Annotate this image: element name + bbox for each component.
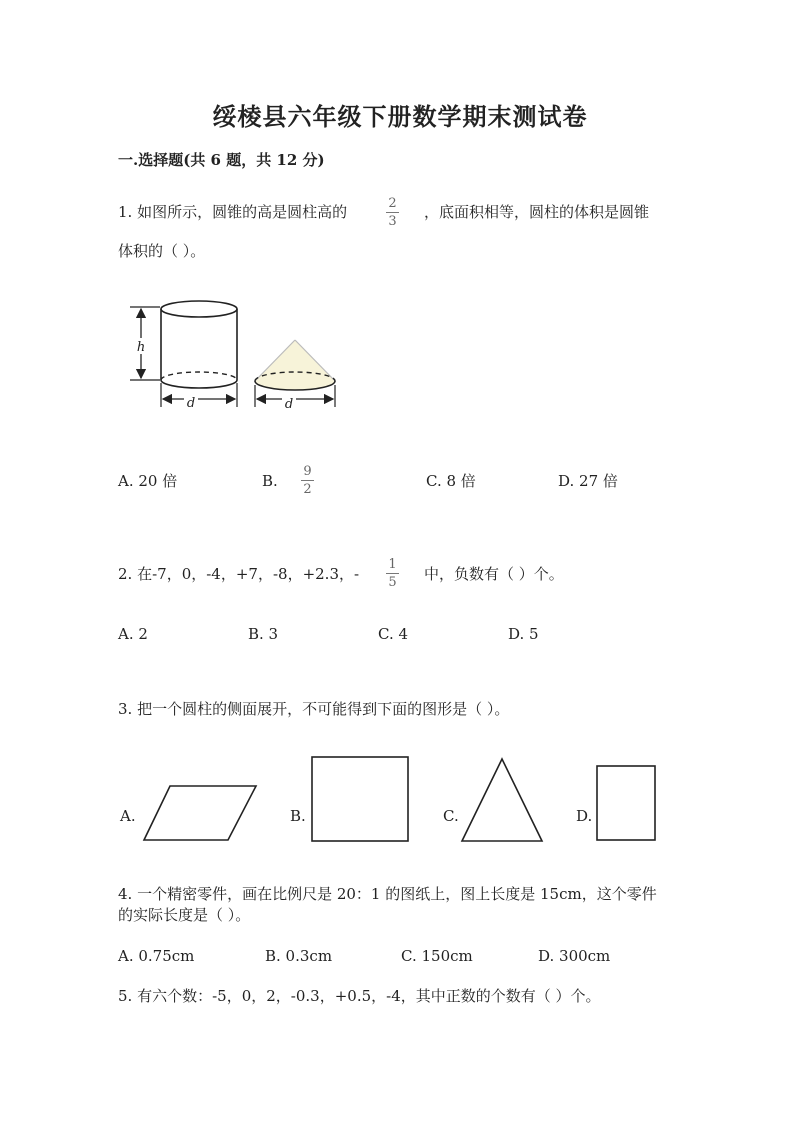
fraction-bar [386, 212, 399, 213]
q1-option-b-label[interactable]: B. [262, 472, 278, 490]
q4-option-c[interactable]: C. 150cm [401, 947, 473, 965]
question-1-text-c: 体积的（ ）。 [118, 242, 206, 260]
q2-option-c[interactable]: C. 4 [378, 625, 409, 643]
q2-option-d[interactable]: D. 5 [508, 625, 539, 643]
question-2-text-a: 2. 在-7，0，-4，+7，-8，+2.3，- [118, 565, 360, 583]
q2-option-a[interactable]: A. 2 [118, 625, 148, 643]
question-5-text: 5. 有六个数：-5，0，2，-0.3，+0.5，-4，其中正数的个数有（ ）个。 [118, 987, 601, 1005]
q1-option-a[interactable]: A. 20 倍 [118, 472, 178, 490]
q1-option-b-fraction [301, 464, 314, 497]
height-label: h [136, 340, 146, 355]
question-1-fraction [386, 196, 399, 229]
question-1-text-a: 1. 如图所示，圆锥的高是圆柱高的 [118, 203, 348, 221]
question-3-text: 3. 把一个圆柱的侧面展开，不可能得到下面的图形是（ ）。 [118, 700, 510, 718]
q4-option-b[interactable]: B. 0.3cm [265, 947, 333, 965]
height-arrow [130, 307, 160, 380]
fraction-denominator: 5 [388, 575, 397, 590]
rectangle-shape [311, 756, 411, 844]
question-2-text-b: 中，负数有（ ）个。 [424, 565, 564, 583]
question-1-text-b: ，底面积相等，圆柱的体积是圆锥 [424, 203, 650, 221]
fraction-numerator: 1 [388, 557, 397, 572]
triangle-shape [460, 757, 544, 843]
q3-option-b[interactable]: B. [290, 807, 306, 825]
question-4-line-1: 4. 一个精密零件，画在比例尺是 20：1 的图纸上，图上长度是 15cm，这个零件 [118, 885, 657, 903]
q2-option-b[interactable]: B. 3 [248, 625, 279, 643]
fraction-numerator: 9 [303, 464, 312, 479]
q4-option-a[interactable]: A. 0.75cm [118, 947, 195, 965]
fraction-bar [301, 480, 314, 481]
cylinder-shape [161, 301, 237, 388]
question-2-fraction [386, 557, 399, 590]
page-title: 绥棱县六年级下册数学期末测试卷 [212, 102, 588, 131]
cylinder-cone-figure [122, 295, 342, 415]
q3-option-a[interactable]: A. [120, 807, 136, 825]
tall-rectangle-shape [596, 765, 658, 843]
cone-shape [255, 340, 335, 390]
fraction-denominator: 3 [388, 214, 397, 229]
q4-option-d[interactable]: D. 300cm [538, 947, 611, 965]
question-4-line-2: 的实际长度是（ ）。 [118, 906, 251, 924]
q1-option-d[interactable]: D. 27 倍 [558, 472, 618, 490]
diameter-label-2: d [284, 397, 294, 412]
fraction-denominator: 2 [303, 482, 312, 497]
fraction-bar [386, 573, 399, 574]
q1-option-c[interactable]: C. 8 倍 [426, 472, 476, 490]
parallelogram-shape [142, 784, 258, 842]
q3-option-c[interactable]: C. [443, 807, 459, 825]
q3-option-d[interactable]: D. [576, 807, 593, 825]
fraction-numerator: 2 [388, 196, 397, 211]
section-heading: 一.选择题(共 6 题，共 12 分) [118, 151, 325, 169]
diameter-label-1: d [186, 396, 196, 411]
